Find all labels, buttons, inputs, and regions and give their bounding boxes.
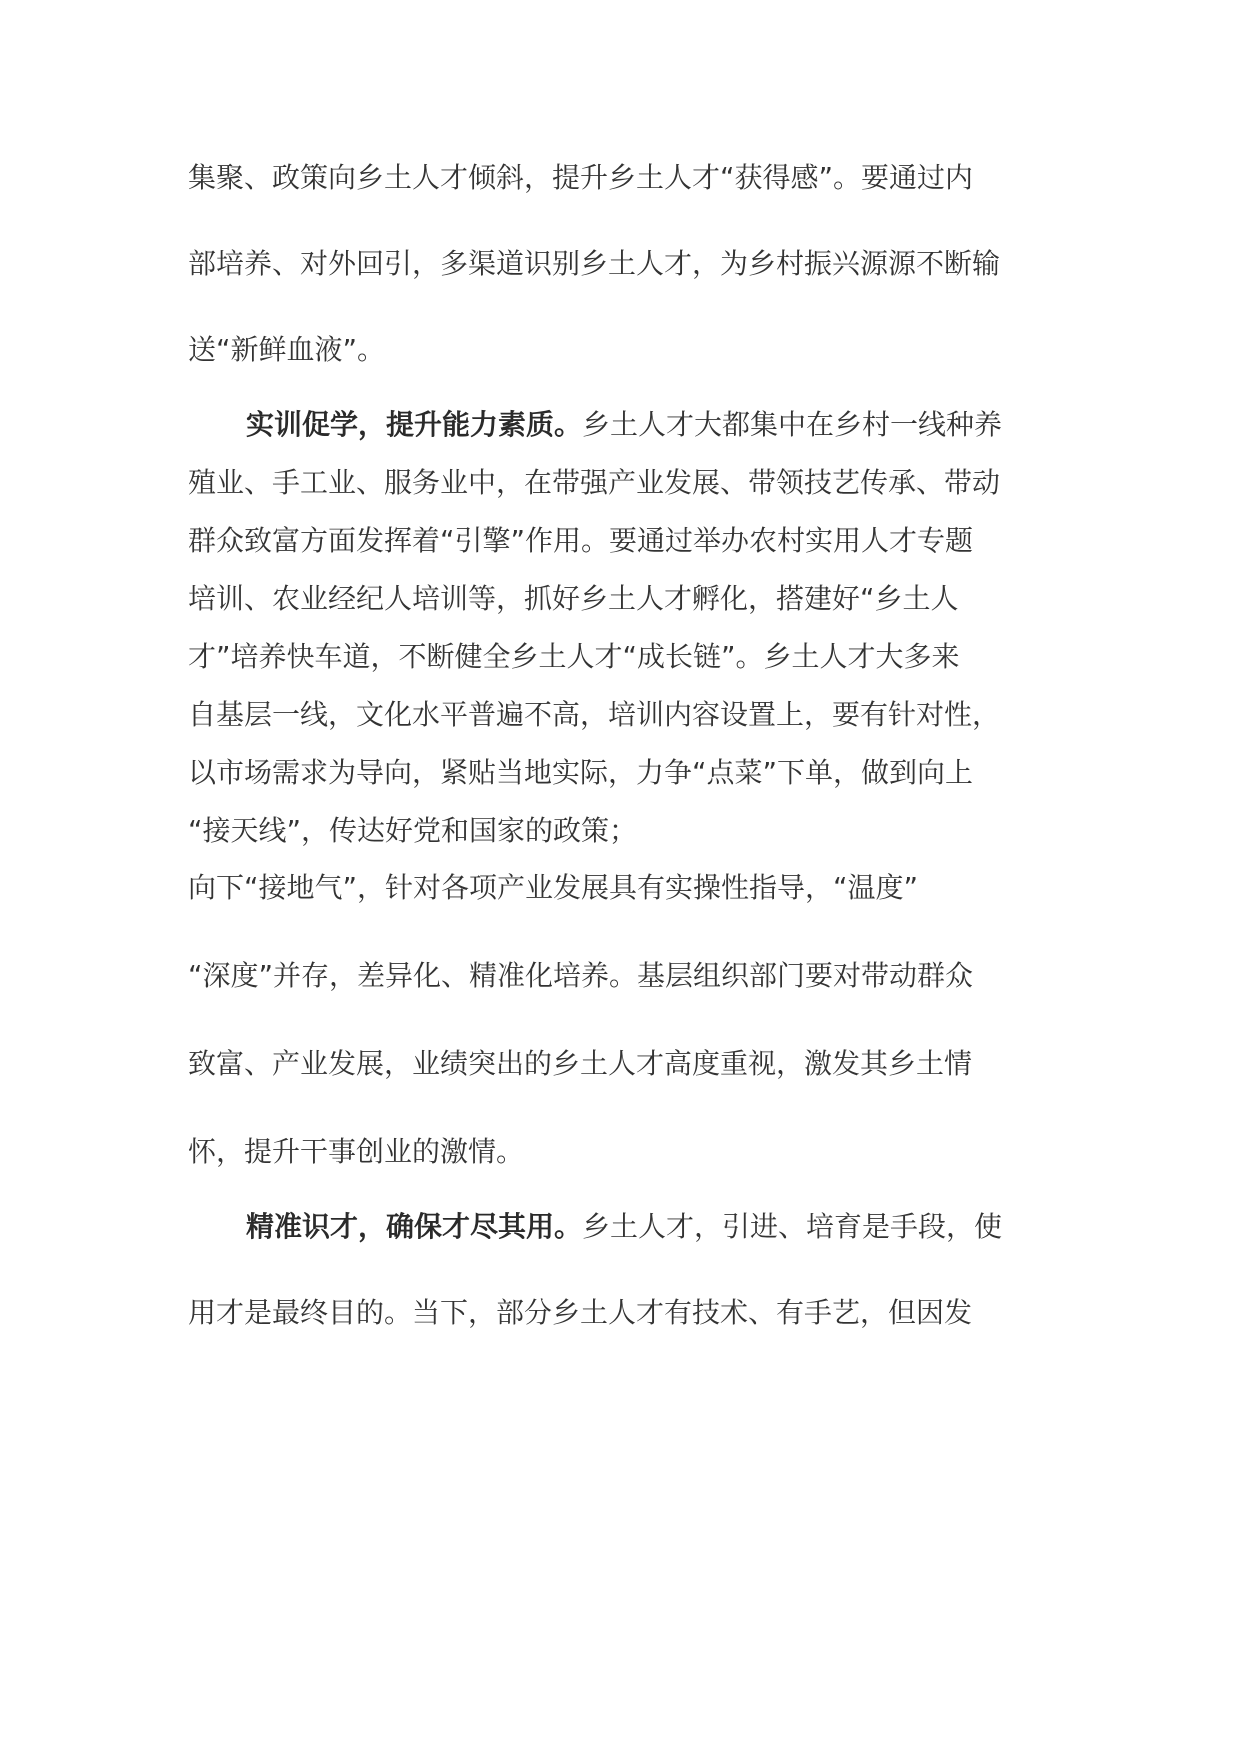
paragraph-lead: 精准识才，确保才尽其用。 bbox=[246, 1210, 583, 1243]
text-line: 自基层一线，文化水平普遍不高，培训内容设置上，要有针对性， bbox=[188, 698, 1001, 731]
text-line: 培训、农业经纪人培训等，抓好乡土人才孵化，搭建好“乡土人 bbox=[188, 582, 959, 615]
text-line: 部培养、对外回引，多渠道识别乡土人才，为乡村振兴源源不断输 bbox=[188, 247, 1001, 280]
text-line: 向下“接地气”，针对各项产业发展具有实操性指导，“温度” bbox=[188, 871, 919, 904]
text-line: 殖业、手工业、服务业中，在带强产业发展、带领技艺传承、带动 bbox=[188, 466, 1001, 499]
text-line: 怀，提升干事创业的激情。 bbox=[188, 1135, 525, 1168]
text-line: 送“新鲜血液”。 bbox=[188, 333, 386, 366]
text-line: “深度”并存，差异化、精准化培养。基层组织部门要对带动群众 bbox=[188, 959, 974, 992]
paragraph-text: 乡土人才大都集中在乡村一线种养 bbox=[582, 408, 1003, 441]
paragraph-first-line bbox=[246, 1207, 1086, 1247]
text-line: 才”培养快车道，不断健全乡土人才“成长链”。乡土人才大多来 bbox=[188, 640, 960, 673]
text-line: 用才是最终目的。当下，部分乡土人才有技术、有手艺，但因发 bbox=[188, 1296, 973, 1329]
paragraph-first-line bbox=[246, 405, 1086, 445]
text-line: 致富、产业发展，业绩突出的乡土人才高度重视，激发其乡土情 bbox=[188, 1047, 973, 1080]
text-line: 以市场需求为导向，紧贴当地实际，力争“点菜”下单，做到向上 bbox=[188, 756, 974, 789]
text-line: “接天线”，传达好党和国家的政策； bbox=[188, 814, 638, 847]
text-line: 集聚、政策向乡土人才倾斜，提升乡土人才“获得感”。要通过内 bbox=[188, 161, 974, 194]
paragraph-lead: 实训促学，提升能力素质。 bbox=[246, 408, 583, 441]
text-line: 群众致富方面发挥着“引擎”作用。要通过举办农村实用人才专题 bbox=[188, 524, 974, 557]
paragraph-text: 乡土人才，引进、培育是手段，使 bbox=[582, 1210, 1003, 1243]
